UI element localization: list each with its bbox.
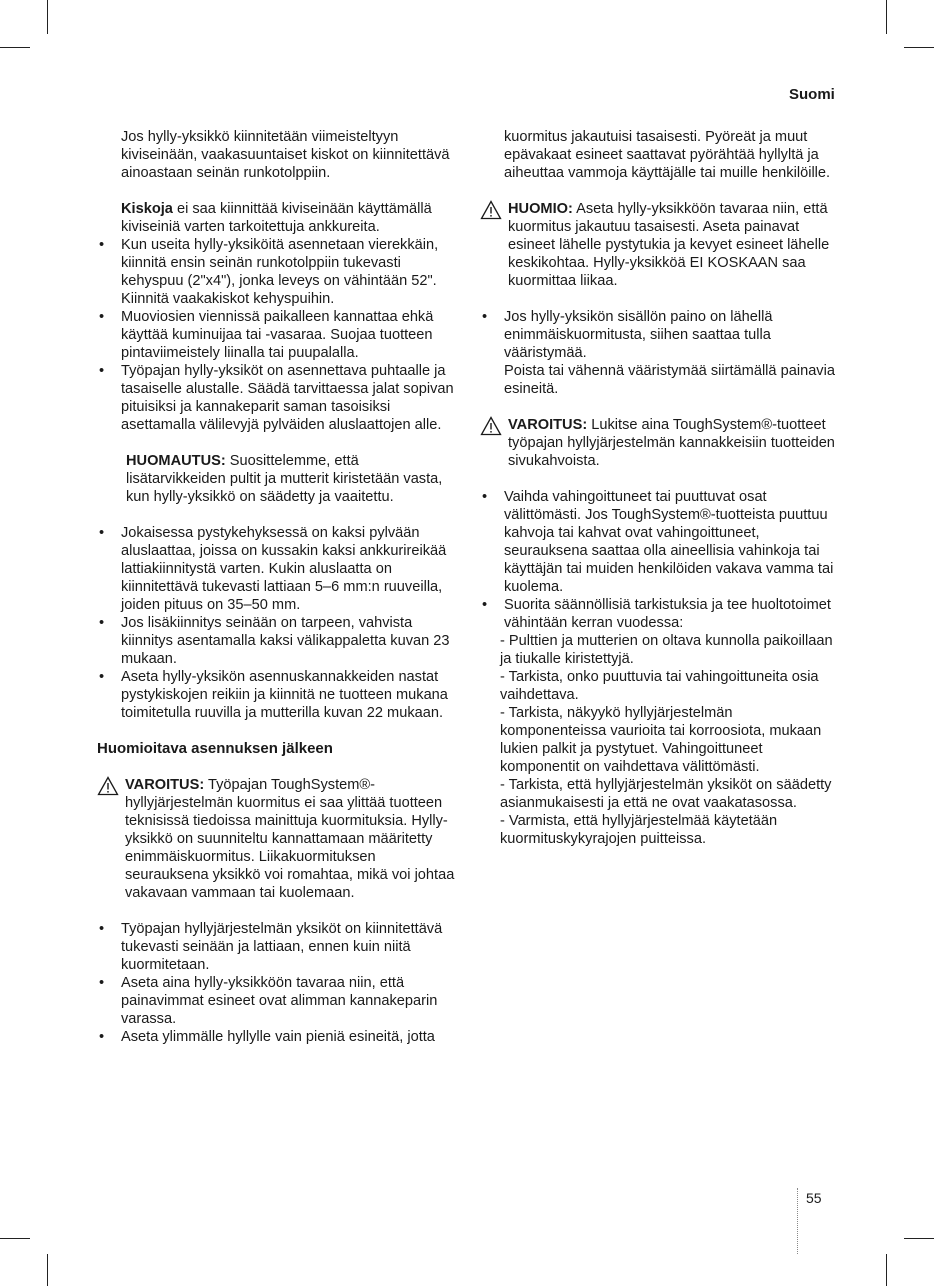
bullet-item: • Vaihda vahingoittuneet tai puuttuvat osat välittömästi. Jos ToughSystem®-tuotteista puuttuu kahvoja tai kahvat ovat vahingoittuneet, seurauksena saattaa olla aineellisia vahinkoja tai käyttäjän tai muiden henkilöiden vakava vamma tai kuolema.: [480, 488, 840, 596]
paragraph: Jos hylly-yksikkö kiinnitetään viimeisteltyyn kiviseinään, vaakasuuntaiset kiskot on kiinnitettävä ainoastaan seinän runkotolppiin.: [121, 129, 450, 181]
warning-icon: [480, 200, 502, 220]
bullet-item: • Työpajan hylly-yksiköt on asennettava puhtaalle ja tasaiselle alustalle. Säädä tarvittaessa jalat sopivan pituisiksi ja kannakeparit saman tasoisiksi asettamalla välilevyjä pylväiden aluslaattojen alle.: [97, 362, 459, 434]
crop-mark: [0, 47, 30, 48]
section-heading: Huomioitava asennuksen jälkeen: [97, 740, 333, 757]
check-item: - Tarkista, näkyykö hyllyjärjestelmän komponenteissa vaurioita tai korroosiota, mukaan lukien palkit ja pystytuet. Vahingoittuneet komponentit on vaihdettava välittömästi.: [500, 705, 822, 775]
check-item: - Pulttien ja mutterien on oltava kunnolla paikoillaan ja tiukalle kiristettyjä.: [500, 633, 833, 667]
bullet-item: • Jos lisäkiinnitys seinään on tarpeen, vahvista kiinnitys asentamalla kaksi välikappaletta kuvan 23 mukaan.: [97, 614, 459, 668]
warning-block: VAROITUS: Lukitse aina ToughSystem®-tuotteet työpajan hyllyjärjestelmän kannakkeisiin tuotteiden sivukahvoista.: [480, 416, 840, 470]
bullet-item: • Jokaisessa pystykehyksessä on kaksi pylvään aluslaattaa, joissa on kussakin kaksi ankkurireikää lattiakiinnitystä varten. Kukin aluslaatta on kiinnitettävä tukevasti lattiaan 5–6 mm:n ruuveilla, joiden pituus on 35–50 mm.: [97, 524, 459, 614]
language-label: Suomi: [789, 86, 835, 103]
crop-mark: [904, 47, 934, 48]
check-item: - Tarkista, onko puuttuvia tai vahingoittuneita osia vaihdettava.: [500, 669, 819, 703]
warning-block: VAROITUS: Työpajan ToughSystem®-hyllyjärjestelmän kuormitus ei saa ylittää tuotteen teknisissä tiedoissa mainittuja kuormituksia. Hylly-yksikkö on suunniteltu kannattamaan määritetty enimmäiskuormitus. Liikakuormituksen seurauksena yksikkö voi romahtaa, mikä voi johtaa vakavaan vammaan tai kuolemaan.: [97, 776, 459, 902]
check-item: - Tarkista, että hyllyjärjestelmän yksiköt on säädetty asianmukaisesti ja että ne ovat vaakatasossa.: [500, 777, 832, 811]
crop-mark: [0, 1238, 30, 1239]
right-column: [480, 128, 840, 848]
check-item: - Varmista, että hyllyjärjestelmää käytetään kuormituskykyrajojen puitteissa.: [500, 813, 778, 847]
page-number-divider: [797, 1188, 799, 1254]
bullet-item: • Aseta hylly-yksikön asennuskannakkeiden nastat pystykiskojen reikiin ja kiinnitä ne tuotteen mukana toimitetulla ruuvilla ja mutterilla kuvan 22 mukaan.: [97, 668, 459, 722]
bullet-item: • Aseta aina hylly-yksikköön tavaraa niin, että painavimmat esineet ovat alimman kannakeparin varassa.: [97, 974, 459, 1028]
warning-icon: [97, 776, 119, 796]
paragraph: Poista tai vähennä vääristymää siirtämällä painavia esineitä.: [504, 363, 835, 397]
note-label: HUOMAUTUS:: [126, 453, 226, 469]
paragraph: Kiskoja ei saa kiinnittää kiviseinään käyttämällä kiviseiniä varten tarkoitettuja ankkureita.: [121, 201, 432, 235]
crop-mark: [886, 1254, 887, 1286]
left-column: [97, 128, 459, 1046]
bullet-item: • Kun useita hylly-yksiköitä asennetaan vierekkäin, kiinnitä ensin seinän runkotolppiin tukevasti kehyspuu (2"x4"), jonka leveys on vähintään 52". Kiinnitä vaakakiskot kehyspuihin.: [97, 236, 459, 308]
caution-label: HUOMIO:: [508, 201, 573, 217]
paragraph: kuormitus jakautuisi tasaisesti. Pyöreät ja muut epävakaat esineet saattavat pyörähtää hyllyltä ja aiheuttaa vammoja käyttäjälle tai muille henkilöille.: [504, 129, 831, 181]
bullet-item: • Aseta ylimmälle hyllylle vain pieniä esineitä, jotta: [97, 1028, 459, 1046]
warning-icon: [480, 416, 502, 436]
page-number: 55: [806, 1190, 822, 1206]
crop-mark: [904, 1238, 934, 1239]
bullet-item: • Suorita säännöllisiä tarkistuksia ja tee huoltotoimet vähintään kerran vuodessa:: [480, 596, 840, 632]
crop-mark: [47, 0, 48, 34]
warning-label: VAROITUS:: [508, 417, 588, 433]
bullet-item: • Jos hylly-yksikön sisällön paino on lähellä enimmäiskuormitusta, siihen saattaa tulla vääristymää.: [480, 308, 840, 362]
caution-block: HUOMIO: Aseta hylly-yksikköön tavaraa niin, että kuormitus jakautuu tasaisesti. Aseta painavat esineet lähelle pystytukia ja kevyet esineet lähelle keskikohtaa. Hylly-yksikköä EI KOSKAAN saa kuormittaa liikaa.: [480, 200, 840, 290]
warning-label: VAROITUS:: [125, 777, 205, 793]
bullet-item: • Työpajan hyllyjärjestelmän yksiköt on kiinnitettävä tukevasti seinään ja lattiaan, ennen kuin niitä kuormitetaan.: [97, 920, 459, 974]
crop-mark: [47, 1254, 48, 1286]
crop-mark: [886, 0, 887, 34]
note: HUOMAUTUS: Suosittelemme, että lisätarvikkeiden pultit ja mutterit kiristetään vasta, kun hylly-yksikkö on säädetty ja vaaitettu.: [126, 453, 443, 505]
bold-term: Kiskoja: [121, 201, 173, 217]
bullet-item: • Muoviosien viennissä paikalleen kannattaa ehkä käyttää kuminuijaa tai -vasaraa. Suojaa tuotteen pintaviimeistely liinalla tai puupalalla.: [97, 308, 459, 362]
